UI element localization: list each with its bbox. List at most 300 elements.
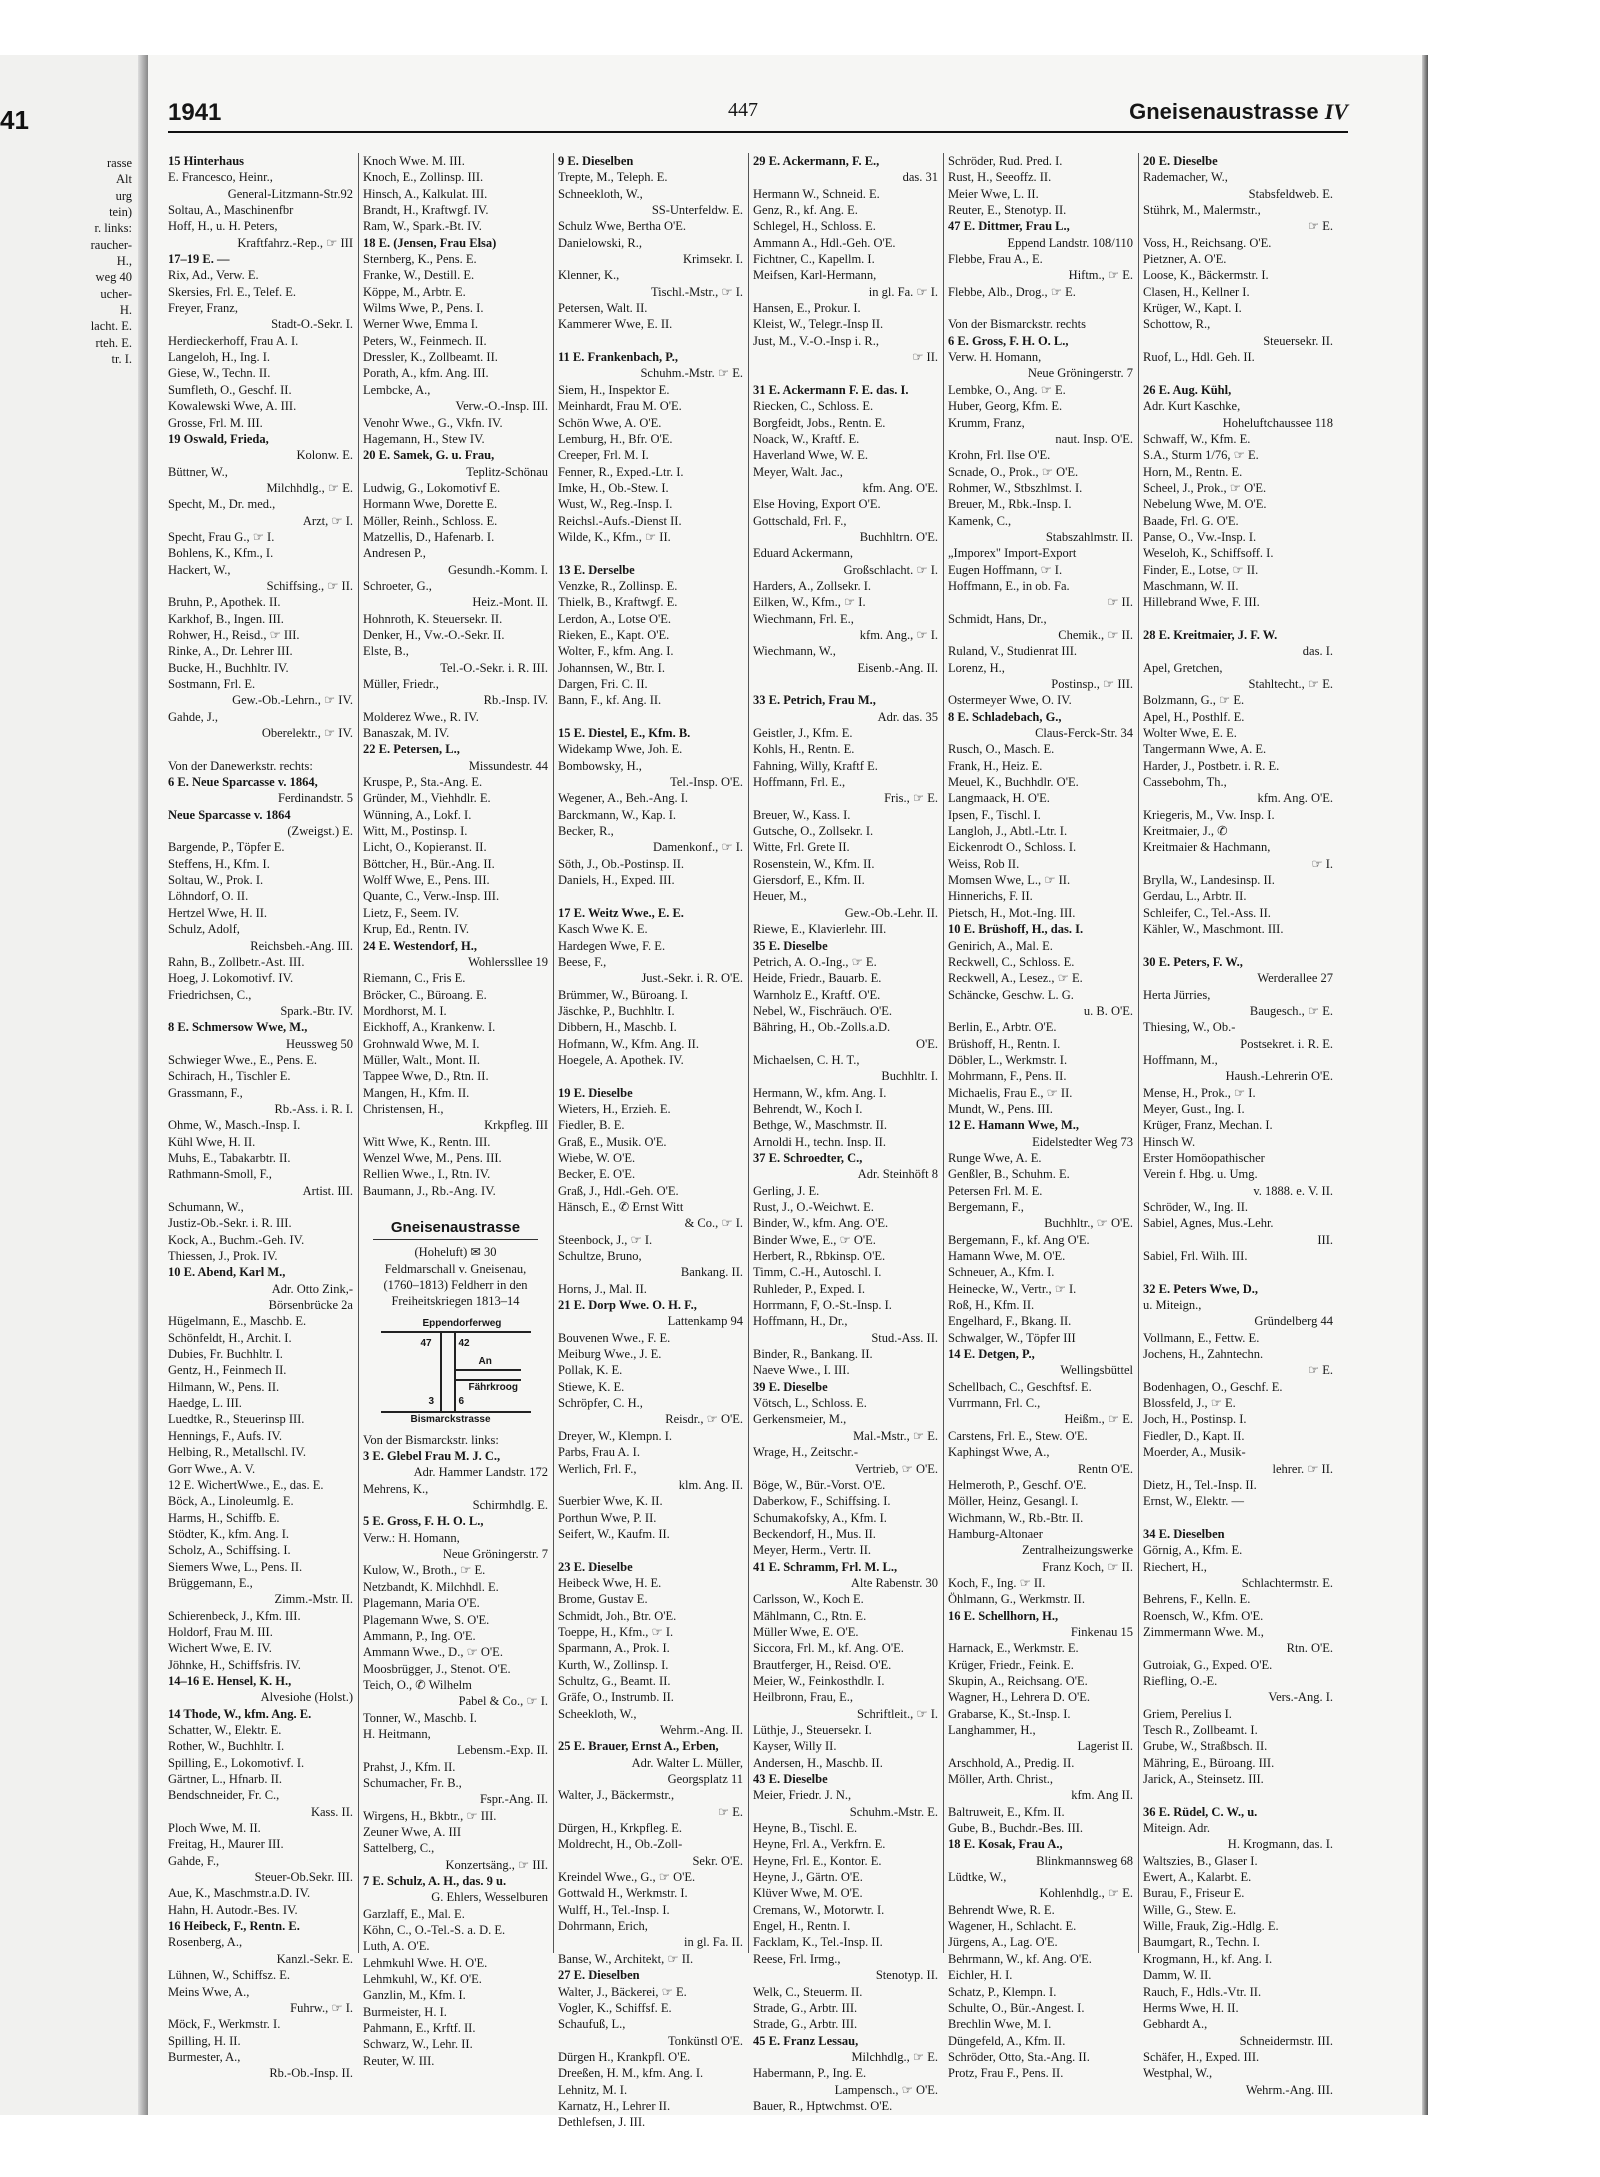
resident-entry: Walter, J., Bäckermstr., — [558, 1788, 675, 1803]
resident-entry: Pietsch, H., Mot.-Ing. III. — [948, 905, 1076, 920]
resident-entry: Wilde, K., Kfm., ☞ II. — [558, 529, 671, 544]
resident-entry: Stadt-O.-Sekr. I. — [271, 317, 353, 332]
page-fold-shadow — [138, 55, 148, 2115]
resident-entry: Rusch, O., Masch. E. — [948, 742, 1055, 757]
house-number-entry: 20 E. Dieselbe — [1143, 154, 1218, 168]
resident-entry: Hilmann, W., Pens. II. — [168, 1379, 280, 1394]
resident-entry: Schleifer, C., Tel.-Ass. II. — [1143, 905, 1271, 920]
map-label: 42 — [458, 1337, 470, 1349]
resident-entry: Bucke, H., Buchhltr. IV. — [168, 660, 289, 675]
resident-entry: Haush.-Lehrerin O'E. — [1225, 1069, 1333, 1084]
resident-entry: Krüger, Franz, Mechan. I. — [1143, 1118, 1273, 1133]
previous-page-line — [0, 1463, 132, 1479]
previous-page-line — [0, 1315, 132, 1331]
resident-entry: Schultz, G., Beamt. II. — [558, 1673, 671, 1688]
resident-entry: Else Hoving, Export O'E. — [753, 497, 881, 512]
resident-entry: Mählmann, C., Rtn. E. — [753, 1608, 867, 1623]
resident-entry: Protz, Frau F., Pens. II. — [948, 2066, 1064, 2081]
resident-entry: Vollmann, E., Fettw. E. — [1143, 1330, 1260, 1345]
street-info-line: (Hoheluft) ✉ 30 — [414, 1245, 497, 1260]
map-label: An — [478, 1355, 492, 1367]
resident-entry: Andersen, H., Maschb. II. — [753, 1755, 883, 1770]
resident-entry: Nebelung Wwe, M. O'E. — [1143, 497, 1267, 512]
resident-entry — [1143, 1787, 1333, 1803]
resident-entry: Mense, H., Prok., ☞ I. — [1143, 1085, 1256, 1100]
resident-entry: Dürgen H., Krankpfl. O'E. — [558, 2049, 691, 2064]
resident-entry: Zentralheizungswerke — [1021, 1543, 1133, 1558]
resident-entry: Quante, C., Verw.-Insp. III. — [363, 889, 500, 904]
resident-entry: Plagemann, Maria O'E. — [363, 1596, 480, 1611]
resident-entry: Krüger, W., Kapt. I. — [1143, 301, 1242, 316]
resident-entry: Heilbronn, Frau, E., — [753, 1690, 853, 1705]
resident-entry: Tonkünstl O'E. — [668, 2033, 743, 2048]
resident-entry: Reichsl.-Aufs.-Dienst II. — [558, 513, 682, 528]
resident-entry: Krkpfleg. III — [484, 1118, 548, 1133]
resident-entry: Reckwell, C., Schloss. E. — [948, 954, 1075, 969]
resident-entry: Bargende, P., Töpfer E. — [168, 840, 285, 855]
resident-entry: Rinke, A., Dr. Lehrer III. — [168, 644, 293, 659]
previous-page-line — [0, 1283, 132, 1299]
resident-entry: Brandt, H., Kraftwgf. IV. — [363, 203, 489, 218]
resident-entry: u. Miteign., — [1143, 1298, 1202, 1313]
street-info-title: Gneisenaustrasse — [373, 1219, 538, 1240]
resident-entry: Trepte, M., Teleph. E. — [558, 170, 668, 185]
resident-entry: Rust, H., Seeoffz. II. — [948, 170, 1052, 185]
resident-entry: Eduard Ackermann, — [753, 546, 853, 561]
resident-entry: Ammann Wwe., D., ☞ O'E. — [363, 1645, 503, 1660]
resident-entry: Pollak, K. E. — [558, 1363, 623, 1378]
resident-entry: Binder, R., Bankang. II. — [753, 1347, 873, 1362]
resident-entry: Heyne, J., Gärtn. O'E. — [753, 1870, 863, 1885]
resident-entry: Breuer, W., Kass. I. — [753, 807, 851, 822]
resident-entry: Eickhoff, A., Krankenw. I. — [363, 1020, 496, 1035]
resident-entry: Werderallee 27 — [1257, 971, 1333, 986]
resident-entry: Heyne, Frl. A., Verkfrn. E. — [753, 1837, 886, 1852]
resident-entry: Clasen, H., Kellner I. — [1143, 284, 1250, 299]
resident-entry: Brechlin Wwe, M. I. — [948, 2017, 1052, 2032]
resident-entry: Meyer, Walt. Jac., — [753, 464, 843, 479]
resident-entry: Adr. Hammer Landstr. 172 — [413, 1465, 548, 1480]
resident-entry: Stödter, K., kfm. Ang. I. — [168, 1526, 290, 1541]
resident-entry: Schuhm.-Mstr. ☞ E. — [640, 366, 743, 381]
resident-entry: Engelhard, F., Bkang. II. — [948, 1314, 1072, 1329]
resident-entry: Burmeister, H. I. — [363, 2004, 447, 2019]
resident-entry: Carlsson, W., Koch E. — [753, 1592, 864, 1607]
resident-entry: Beckendorf, H., Mus. II. — [753, 1526, 876, 1541]
previous-page-line — [0, 694, 132, 710]
resident-entry: Tel.-O.-Sekr. i. R. III. — [440, 660, 548, 675]
resident-entry: Neue Gröningerstr. 7 — [442, 1547, 548, 1562]
resident-entry: Fuhrw., ☞ I. — [290, 2000, 353, 2015]
resident-entry: Schlachtermstr. E. — [1241, 1575, 1333, 1590]
previous-page-line — [0, 1021, 132, 1037]
resident-entry: Jürgens, A., Lag. O'E. — [948, 1935, 1058, 1950]
resident-entry: Pietzner, A. O'E. — [1143, 252, 1227, 267]
resident-entry: Görnig, A., Kfm. E. — [1143, 1543, 1243, 1558]
resident-entry: Arzt, ☞ I. — [302, 513, 353, 528]
resident-entry: Blinkmannsweg 68 — [1036, 1853, 1133, 1868]
house-number-entry: 21 E. Dorp Wwe. O. H. F., — [558, 1298, 697, 1313]
resident-entry: Parbs, Frau A. I. — [558, 1445, 640, 1460]
previous-page-line: urg — [115, 188, 132, 203]
resident-entry: Walter, J., Bäckerei, ☞ E. — [558, 1984, 687, 1999]
previous-page-line — [0, 1381, 132, 1397]
resident-entry: Bohlens, K., Kfm., I. — [168, 546, 274, 561]
resident-entry: SS-Unterfeldw. E. — [651, 203, 743, 218]
resident-entry: Rtn. O'E. — [1286, 1641, 1333, 1656]
resident-entry: Skupin, A., Reichsang. O'E. — [948, 1673, 1088, 1688]
resident-entry: Lebensm.-Exp. II. — [457, 1743, 548, 1758]
house-number-entry: 16 Heibeck, F., Rentn. E. — [168, 1919, 300, 1934]
resident-entry: H. Krogmann, das. I. — [1227, 1837, 1333, 1852]
resident-entry: Garzlaff, E., Mal. E. — [363, 1906, 465, 1921]
resident-entry: Gesundh.-Komm. I. — [448, 562, 548, 577]
resident-entry: Damenkonf., ☞ I. — [652, 840, 743, 855]
resident-entry: Freitag, H., Maurer III. — [168, 1837, 284, 1852]
resident-entry: Strade, G., Arbtr. III. — [753, 2000, 858, 2015]
resident-entry: Bergemann, F., kf. Ang O'E. — [948, 1232, 1090, 1247]
previous-page-line — [0, 1234, 132, 1250]
directory-page — [148, 55, 1428, 2130]
resident-entry: Krimsekr. I. — [682, 252, 743, 267]
resident-entry: Kohlenhdlg., ☞ E. — [1039, 1886, 1133, 1901]
house-number-entry: 13 E. Derselbe — [558, 562, 635, 577]
resident-entry: Kamenk, C., — [948, 513, 1012, 528]
previous-page-line — [0, 1479, 132, 1495]
resident-entry: Schmidt, Joh., Btr. O'E. — [558, 1608, 677, 1623]
resident-entry: Postsekret. i. R. E. — [1240, 1036, 1333, 1051]
resident-entry: Schneidermstr. III. — [1239, 2033, 1333, 2048]
resident-entry: Kasch Wwe K. E. — [558, 922, 648, 937]
resident-entry: Scheel, J., Prok., ☞ O'E. — [1143, 480, 1267, 495]
resident-entry: Sabiel, Agnes, Mus.-Lehr. — [1143, 1216, 1274, 1231]
house-number-entry: 14–16 E. Hensel, K. H., — [168, 1673, 292, 1688]
resident-entry: Schwaff, W., Kfm. E. — [1143, 431, 1251, 446]
resident-entry: Ammann, P., Ing. O'E. — [363, 1628, 476, 1643]
column-divider — [553, 153, 554, 1953]
resident-entry: Siemers Wwe, L., Pens. II. — [168, 1559, 303, 1574]
resident-entry: Ernst, W., Elektr. — — [1143, 1494, 1245, 1509]
resident-entry: Wichmann, W., Rb.-Btr. II. — [948, 1510, 1084, 1525]
resident-entry: Kurth, W., Zollinsp. I. — [558, 1657, 669, 1672]
previous-page-line — [0, 1430, 132, 1446]
resident-entry: Rb.-Ass. i. R. I. — [274, 1101, 353, 1116]
resident-entry: Engel, H., Rentn. I. — [753, 1919, 851, 1934]
resident-entry: Spark.-Btr. IV. — [280, 1003, 353, 1018]
resident-entry: Timm, C.-H., Autoschl. I. — [753, 1265, 882, 1280]
previous-page-line — [0, 580, 132, 596]
resident-entry: Burmester, A., — [168, 2049, 241, 2064]
resident-entry: Krüger, Friedr., Feink. E. — [948, 1657, 1074, 1672]
resident-entry: Lühnen, W., Schiffsz. E. — [168, 1968, 290, 1983]
resident-entry: Reuter, E., Stenotyp. II. — [948, 203, 1067, 218]
resident-entry: III. — [1317, 1232, 1333, 1247]
resident-entry: Rosenstein, W., Kfm. II. — [753, 856, 875, 871]
previous-page-line — [0, 1332, 132, 1348]
previous-page-line — [0, 1691, 132, 1707]
previous-page-line: ucher- — [100, 286, 132, 301]
resident-entry: Baade, Frl. G. O'E. — [1143, 513, 1239, 528]
resident-entry: Hoeg, J. Lokomotivf. IV. — [168, 971, 294, 986]
resident-entry: Scholz, A., Schiffsing. I. — [168, 1543, 291, 1558]
resident-entry: Schäfer, H., Exped. III. — [1143, 2049, 1260, 2064]
resident-entry: Schulte, O., Bür.-Angest. I. — [948, 2000, 1085, 2015]
resident-entry: Köppe, M., Arbtr. E. — [363, 284, 466, 299]
previous-page-line — [0, 1446, 132, 1462]
resident-entry: in gl. Fa. ☞ I. — [868, 284, 938, 299]
previous-page-line — [0, 1593, 132, 1609]
resident-entry: Bröcker, C., Büroang. E. — [363, 987, 487, 1002]
resident-entry: Claus-Ferck-Str. 34 — [1035, 726, 1133, 741]
previous-page-line — [0, 1185, 132, 1201]
resident-entry: das. I. — [1302, 644, 1333, 659]
resident-entry: Gärtner, L., Hfnarb. II. — [168, 1772, 283, 1787]
resident-entry: Gahde, J., — [168, 709, 218, 724]
resident-entry — [558, 545, 743, 561]
resident-entry: kfm. Ang., ☞ I. — [859, 627, 938, 642]
previous-page-line — [0, 1495, 132, 1511]
resident-entry: Fris., ☞ E. — [884, 791, 938, 806]
house-number-entry: 20 E. Samek, G. u. Frau, — [363, 448, 495, 463]
resident-entry: Buchhltr. I. — [881, 1069, 938, 1084]
resident-entry: Sostmann, Frl. E. — [168, 677, 256, 691]
resident-entry: Schatter, W., Elektr. E. — [168, 1723, 282, 1737]
resident-entry: Porath, A., kfm. Ang. III. — [363, 366, 489, 381]
resident-entry: Behrendt, W., Koch I. — [753, 1101, 863, 1116]
resident-entry: Meuel, K., Buchhdlr. O'E. — [948, 775, 1079, 790]
previous-page-line — [0, 1250, 132, 1266]
resident-entry: Ferdinandstr. 5 — [278, 791, 353, 806]
resident-entry: Horns, J., Mal. II. — [558, 1281, 647, 1296]
resident-entry: Grube, W., Straßbsch. II. — [1143, 1739, 1268, 1754]
resident-entry: Wille, Frauk, Zig.-Hdlg. E. — [1143, 1919, 1279, 1934]
resident-entry: Gräfe, O., Instrumb. II. — [558, 1690, 674, 1705]
resident-entry: Fiedler, B. E. — [558, 1118, 625, 1133]
resident-entry: Michaelis, Frau E., ☞ II. — [948, 1085, 1073, 1100]
resident-entry: Heide, Friedr., Bauarb. E. — [753, 971, 882, 986]
house-number-entry: 23 E. Dieselbe — [558, 1559, 633, 1574]
resident-entry: Fichtner, C., Kapellm. I. — [753, 252, 875, 267]
house-number-entry: 14 Thode, W., kfm. Ang. E. — [168, 1706, 312, 1721]
resident-entry: Wille, G., Stew. E. — [1143, 1902, 1237, 1917]
resident-entry: v. 1888. e. V. II. — [1253, 1183, 1333, 1198]
resident-entry: Wieters, H., Erzieh. E. — [558, 1101, 671, 1116]
resident-entry: Kaphingst Wwe, A., — [948, 1445, 1050, 1460]
resident-entry: ☞ E. — [1307, 219, 1333, 234]
resident-entry: naut. Insp. O'E. — [1055, 431, 1133, 446]
resident-entry: Ram, W., Spark.-Bt. IV. — [363, 219, 482, 234]
resident-entry: Böge, W., Bür.-Vorst. O'E. — [753, 1477, 886, 1492]
resident-entry: Damm, W. II. — [1143, 1968, 1212, 1983]
resident-entry: Baugesch., ☞ E. — [1249, 1003, 1333, 1018]
previous-page-line — [0, 923, 132, 939]
previous-page-line — [0, 1528, 132, 1544]
resident-entry: Cassebohm, Th., — [1143, 775, 1227, 790]
resident-entry: Wohlerssllee 19 — [468, 954, 548, 969]
house-number-entry: 7 E. Schulz, A. H., das. 9 u. — [363, 1874, 507, 1888]
resident-entry: Just, M., V.-O.-Insp i. R., — [753, 333, 879, 348]
street-info-line: Feldmarschall v. Gneisenau, — [384, 1261, 527, 1276]
resident-entry: Ruland, V., Studienrat III. — [948, 644, 1078, 659]
previous-page-line — [0, 400, 132, 416]
resident-entry: Börsenbrücke 2a — [268, 1298, 353, 1313]
house-number-entry: 24 E. Westendorf, H., — [363, 938, 478, 953]
previous-page-line: tr. I. — [111, 352, 132, 367]
resident-entry: Westphal, W., — [1143, 2066, 1213, 2081]
resident-entry: Gahde, F., — [168, 1853, 220, 1868]
resident-entry: Schröpfer, C. H., — [558, 1396, 643, 1411]
resident-entry: kfm. Ang II. — [1071, 1788, 1133, 1803]
resident-entry: Becker, R., — [558, 824, 614, 839]
resident-entry: Karkhof, B., Ingen. III. — [168, 611, 284, 626]
resident-entry: Ploch Wwe, M. II. — [168, 1821, 261, 1836]
previous-page-line — [0, 645, 132, 661]
resident-entry: Hoegele, A. Apothek. IV. — [558, 1052, 684, 1067]
resident-entry: Moerder, A., Musik- — [1143, 1445, 1246, 1460]
previous-page-strip — [0, 55, 150, 2115]
resident-entry: ☞ E. — [717, 1804, 743, 1819]
resident-entry — [1143, 1264, 1333, 1280]
resident-entry: Hamburg-Altonaer — [948, 1526, 1043, 1541]
previous-page-line — [0, 1070, 132, 1086]
resident-entry: Hillebrand Wwe, F. III. — [1143, 595, 1260, 610]
house-number-entry: 8 E. Schmersow Wwe, M., — [168, 1020, 308, 1035]
resident-entry: Schirach, H., Tischler E. — [168, 1069, 291, 1084]
house-number-entry: 35 E. Dieselbe — [753, 938, 828, 953]
resident-entry: Schäncke, Geschw. L. G. — [948, 987, 1074, 1002]
resident-entry: Milchhdlg., ☞ E. — [266, 480, 353, 495]
resident-entry: Gutsche, O., Zollsekr. I. — [753, 824, 874, 839]
resident-entry: Mehrens, K., — [363, 1481, 429, 1496]
resident-entry: Krohn, Frl. Ilse O'E. — [948, 448, 1051, 463]
resident-entry: Wiechmann, W., — [753, 644, 836, 659]
resident-entry: Fiedler, D., Kapt. II. — [1143, 1428, 1245, 1443]
resident-entry — [558, 1068, 743, 1084]
previous-page-line — [0, 743, 132, 759]
previous-page-line — [0, 547, 132, 563]
resident-entry: Franke, W., Destill. E. — [363, 268, 475, 283]
resident-entry: Gew.-Ob.-Lehr. II. — [844, 905, 938, 920]
previous-page-line — [0, 1152, 132, 1168]
resident-entry: Wichert Wwe, E. IV. — [168, 1641, 272, 1656]
resident-entry: Lorenz, H., — [948, 660, 1005, 675]
resident-entry: Porthun Wwe, P. II. — [558, 1510, 657, 1525]
resident-entry: Harnack, E., Werkmstr. E. — [948, 1641, 1079, 1656]
resident-entry: Karnatz, H., Lehrer II. — [558, 2098, 671, 2113]
resident-entry: Wulff, H., Tel.-Insp. I. — [558, 1902, 670, 1917]
resident-entry: Adr. Kurt Kaschke, — [1143, 399, 1241, 414]
house-number-entry: 43 E. Dieselbe — [753, 1772, 828, 1787]
resident-entry: Banse, W., Architekt, ☞ II. — [558, 1951, 694, 1966]
resident-entry: Schultze, Bruno, — [558, 1249, 642, 1264]
resident-entry: Langeloh, H., Ing. I. — [168, 350, 271, 365]
previous-page-line — [0, 1544, 132, 1560]
resident-entry: Kriegeris, M., Vw. Insp. I. — [1143, 807, 1275, 822]
resident-entry: Habermann, P., Ing. E. — [753, 2066, 867, 2081]
resident-entry: Dreyer, W., Klempn. I. — [558, 1428, 673, 1443]
resident-entry: Licht, O., Kopieranst. II. — [363, 840, 487, 855]
resident-entry: Andresen P., — [363, 546, 426, 561]
resident-entry: Riemann, C., Fris E. — [363, 971, 466, 986]
resident-entry: Giese, W., Techn. II. — [168, 366, 271, 381]
resident-entry: Mundt, W., Pens. III. — [948, 1101, 1053, 1116]
resident-entry: Brome, Gustav E. — [558, 1592, 648, 1607]
resident-entry: Lehnitz, M. I. — [558, 2082, 628, 2097]
resident-entry: Verein f. Hbg. u. Umg. — [1143, 1167, 1258, 1182]
previous-page-line — [0, 417, 132, 433]
resident-entry: Stührk, M., Malermstr., — [1143, 203, 1261, 218]
resident-entry: Zimm.-Mstr. II. — [274, 1592, 353, 1607]
house-number-entry: 22 E. Petersen, L., — [363, 742, 460, 757]
resident-entry: Rieken, E., Kapt. O'E. — [558, 627, 670, 642]
resident-entry: & Co., ☞ I. — [684, 1216, 743, 1231]
resident-entry: Spilling, E., Lokomotivf. I. — [168, 1755, 305, 1770]
previous-page-line — [0, 1708, 132, 1724]
resident-entry: Baumann, J., Rb.-Ang. IV. — [363, 1183, 496, 1198]
resident-entry: Brylla, W., Landesinsp. II. — [1143, 873, 1275, 888]
resident-entry: Kanzl.-Sekr. E. — [276, 1951, 353, 1966]
resident-entry — [558, 709, 743, 725]
previous-page-line: lacht. E. — [90, 319, 132, 334]
previous-page-line — [0, 1348, 132, 1364]
resident-entry — [753, 676, 938, 692]
resident-entry: Heussweg 50 — [285, 1036, 353, 1051]
resident-entry: Schwalger, W., Töpfer III — [948, 1330, 1076, 1345]
resident-entry: Dohrmann, Erich, — [558, 1919, 648, 1934]
resident-entry: Lattenkamp 94 — [667, 1314, 743, 1329]
previous-page-line — [0, 1201, 132, 1217]
house-number-entry: 10 E. Abend, Karl M., — [168, 1265, 286, 1280]
directory-column-4 — [753, 153, 938, 2113]
house-number-entry: 19 Oswald, Frieda, — [168, 431, 269, 446]
resident-entry: Petersen, Walt. II. — [558, 301, 648, 316]
resident-entry: Möck, F., Werkmstr. I. — [168, 2017, 281, 2032]
resident-entry: Buchhltrn. O'E. — [859, 529, 938, 544]
resident-entry: Roensch, W., Kfm. O'E. — [1143, 1608, 1264, 1623]
resident-entry: Behrendt Wwe, R. E. — [948, 1902, 1055, 1917]
resident-entry: das. 31 — [902, 170, 938, 185]
resident-entry: ☞ I. — [1311, 856, 1333, 871]
street-info-line: Freiheitskriegen 1813–14 — [391, 1294, 520, 1309]
resident-entry: Teich, O., ✆ Wilhelm — [363, 1677, 472, 1692]
resident-entry: Meins Wwe, A., — [168, 1984, 250, 1999]
resident-entry: Finder, E., Lotse, ☞ II. — [1143, 562, 1259, 577]
resident-entry: Kleist, W., Telegr.-Insp II. — [753, 317, 884, 332]
resident-entry: Müller Wwe, E. O'E. — [753, 1624, 859, 1639]
house-number-entry: 33 E. Petrich, Frau M., — [753, 693, 876, 708]
resident-entry: Rentn O'E. — [1077, 1461, 1133, 1476]
resident-entry: Lehmkuhl Wwe. H. O'E. — [363, 1955, 488, 1970]
resident-entry: Moosbrügger, J., Stenot. O'E. — [363, 1661, 511, 1676]
resident-entry: Rauch, F., Hdls.-Vtr. II. — [1143, 1984, 1262, 1999]
resident-entry: ☞ II. — [1107, 595, 1133, 610]
resident-entry: Baltruweit, E., Kfm. II. — [948, 1804, 1065, 1819]
resident-entry: Hoheluftchaussee 118 — [1222, 415, 1333, 430]
previous-page-line — [0, 1675, 132, 1691]
resident-entry: Rust, J., O.-Weichwt. E. — [753, 1200, 874, 1214]
resident-entry: Schwieger Wwe., E., Pens. E. — [168, 1052, 318, 1067]
resident-entry: Brautferger, H., Reisd. O'E. — [753, 1657, 892, 1672]
resident-entry: Adr. Steinhöft 8 — [857, 1167, 938, 1182]
resident-entry: Kowalewski Wwe, A. III. — [168, 399, 297, 414]
house-number-entry: 37 E. Schroedter, C., — [753, 1150, 863, 1165]
previous-page-line — [0, 1626, 132, 1642]
resident-entry: Wellingsbüttel — [1060, 1363, 1133, 1378]
resident-entry: Genßler, B., Schuhm. E. — [948, 1167, 1070, 1182]
resident-entry: Ohme, W., Masch.-Insp. I. — [168, 1118, 301, 1133]
resident-entry: Schneuer, A., Kfm. I. — [948, 1265, 1055, 1280]
resident-entry: Becker, E. O'E. — [558, 1167, 636, 1182]
